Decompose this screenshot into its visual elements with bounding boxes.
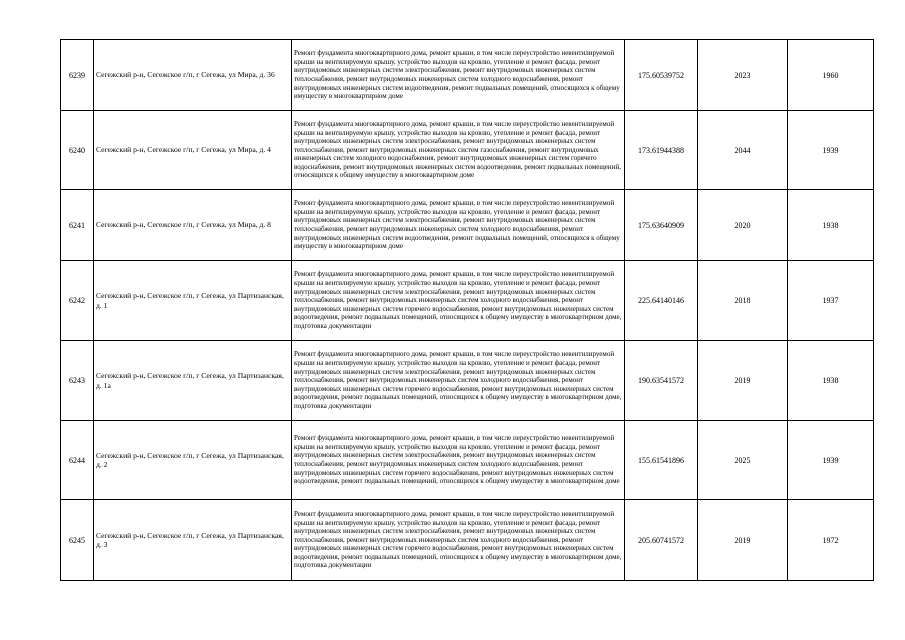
repair-year-cell: 2020: [698, 190, 788, 261]
row-number: 6240: [61, 111, 94, 190]
row-number: 6243: [61, 341, 94, 421]
row-number: 6245: [61, 500, 94, 581]
address-cell: Сегежский р-н, Сегежское г/п, г Сегежа, ул Партизанская, д. 1: [94, 261, 292, 341]
works-cell: [292, 190, 625, 261]
area-cell: 173.61944388: [625, 111, 698, 190]
built-year-cell: 1938: [788, 190, 874, 261]
works-text: Ремонт фундамента многоквартирного дома, ремонт крыши, в том числе переустройство невентилируемой крыши на вентилируемую крышу, устройство выходов на кровлю, утепление и ремонт фасада, ремонт внутридомовых инженерных систем электроснабжения, ремонт внутридомовых инженерных систем теплоснабжения, ремонт внутридомовых инженерных систем холодного водоснабжения, ремонт внутридомовых инженерных систем горячего водоснабжения, ремонт внутридомовых инженерных систем водоотведения, ремонт подвальных помещений, относящихся к общему имуществу в многоквартирном доме, подготовка документации: [294, 270, 622, 330]
works-cell: [292, 40, 625, 111]
built-year-cell: 1939: [788, 111, 874, 190]
works-text: Ремонт фундамента многоквартирного дома, ремонт крыши, в том числе переустройство невентилируемой крыши на вентилируемую крышу, устройство выходов на кровлю, утепление и ремонт фасада, ремонт внутридомовых инженерных систем электроснабжения, ремонт внутридомовых инженерных систем теплоснабжения, ремонт внутридомовых инженерных систем холодного водоснабжения, ремонт внутридомовых инженерных систем горячего водоснабжения, ремонт внутридомовых инженерных систем водоотведения, ремонт подвальных помещений, относящихся к общему имуществу в многоквартирном доме, подготовка документации: [294, 350, 622, 410]
address-cell: Сегежский р-н, Сегежское г/п, г Сегежа, ул Мира, д. 8: [94, 190, 292, 261]
area-cell: 225.64140146: [625, 261, 698, 341]
address-cell: Сегежский р-н, Сегежское г/п, г Сегежа, ул Партизанская, д. 2: [94, 421, 292, 500]
address-cell: Сегежский р-н, Сегежское г/п, г Сегежа, ул Партизанская, д. 3: [94, 500, 292, 581]
works-text: Ремонт фундамента многоквартирного дома, ремонт крыши, в том числе переустройство невентилируемой крыши на вентилируемую крышу, устройство выходов на кровлю, утепление и ремонт фасада, ремонт внутридомовых инженерных систем электроснабжения, ремонт внутридомовых инженерных систем теплоснабжения, ремонт внутридомовых инженерных систем холодного водоснабжения, ремонт внутридомовых инженерных систем водоотведения, ремонт подвальных помещений, относящихся к общему имуществу в многоквартирном доме: [294, 199, 620, 251]
works-text: Ремонт фундамента многоквартирного дома, ремонт крыши, в том числе переустройство невентилируемой крыши на вентилируемую крышу, устройство выходов на кровлю, утепление и ремонт фасада, ремонт внутридомовых инженерных систем электроснабжения, ремонт внутридомовых инженерных систем теплоснабжения, ремонт внутридомовых инженерных систем холодного водоснабжения, ремонт внутридомовых инженерных систем горячего водоснабжения, ремонт внутридомовых инженерных систем водоотведения, ремонт подвальных помещений, относящихся к общему имуществу в многоквартирном доме: [294, 434, 620, 486]
address-cell: Сегежский р-н, Сегежское г/п, г Сегежа, ул Партизанская, д. 1а: [94, 341, 292, 421]
address-cell: Сегежский р-н, Сегежское г/п, г Сегежа, ул Мира, д. 4: [94, 111, 292, 190]
table-row: [61, 40, 874, 111]
built-year-cell: 1938: [788, 341, 874, 421]
repair-year-cell: 2019: [698, 341, 788, 421]
row-number: 6239: [61, 40, 94, 111]
repair-year-cell: 2044: [698, 111, 788, 190]
repair-year-cell: 2018: [698, 261, 788, 341]
table-row: [61, 421, 874, 500]
works-cell: [292, 111, 625, 190]
built-year-cell: 1972: [788, 500, 874, 581]
works-text: Ремонт фундамента многоквартирного дома, ремонт крыши, в том числе переустройство невентилируемой крыши на вентилируемую крышу, устройство выходов на кровлю, утепление и ремонт фасада, ремонт внутридомовых инженерных систем электроснабжения, ремонт внутридомовых инженерных систем теплоснабжения, ремонт внутридомовых инженерных систем холодного водоснабжения, ремонт внутридомовых инженерных систем горячего водоснабжения, ремонт внутридомовых инженерных систем водоотведения, ремонт подвальных помещений, относящихся к общему имуществу в многоквартирном доме, подготовка документации: [294, 509, 622, 570]
repair-year-cell: 2023: [698, 40, 788, 111]
area-cell: 205.60741572: [625, 500, 698, 581]
works-text: Ремонт фундамента многоквартирного дома, ремонт крыши, в том числе переустройство невентилируемой крыши на вентилируемую крышу, устройство выходов на кровлю, утепление и ремонт фасада, ремонт внутридомовых инженерных систем электроснабжения, ремонт внутридомовых инженерных систем теплоснабжения, ремонт внутридомовых инженерных систем газоснабжения, ремонт внутридомовых инженерных систем холодного водоснабжения, ремонт внутридомовых инженерных систем горячего водоснабжения, ремонт внутридомовых инженерных систем водоотведения, ремонт подвальных помещений, относящихся к общему имуществу в многоквартирном доме: [294, 119, 621, 180]
area-cell: 175.63640909: [625, 190, 698, 261]
works-cell: [292, 421, 625, 500]
table-row: [61, 500, 874, 581]
table-row: [61, 190, 874, 261]
table-row: [61, 261, 874, 341]
works-cell: [292, 341, 625, 421]
table-row: [61, 111, 874, 190]
works-cell: [292, 500, 625, 581]
row-number: 6242: [61, 261, 94, 341]
table-row: [61, 341, 874, 421]
area-cell: 190.63541572: [625, 341, 698, 421]
built-year-cell: 1937: [788, 261, 874, 341]
works-cell: [292, 261, 625, 341]
area-cell: 175.60539752: [625, 40, 698, 111]
repair-year-cell: 2019: [698, 500, 788, 581]
row-number: 6241: [61, 190, 94, 261]
built-year-cell: 1939: [788, 421, 874, 500]
works-text: Ремонт фундамента многоквартирного дома, ремонт крыши, в том числе переустройство невентилируемой крыши на вентилируемую крышу, устройство выходов на кровлю, утепление и ремонт фасада, ремонт внутридомовых инженерных систем электроснабжения, ремонт внутридомовых инженерных систем теплоснабжения, ремонт внутридомовых инженерных систем холодного водоснабжения, ремонт внутридомовых инженерных систем водоотведения, ремонт подвальных помещений, относящихся к общему имуществу в многоквартирном доме: [294, 49, 620, 101]
row-number: 6244: [61, 421, 94, 500]
repair-year-cell: 2025: [698, 421, 788, 500]
area-cell: 155.61541896: [625, 421, 698, 500]
address-cell: Сегежский р-н, Сегежское г/п, г Сегежа, ул Мира, д. 36: [94, 40, 292, 111]
registry-table: [60, 39, 874, 581]
built-year-cell: 1960: [788, 40, 874, 111]
